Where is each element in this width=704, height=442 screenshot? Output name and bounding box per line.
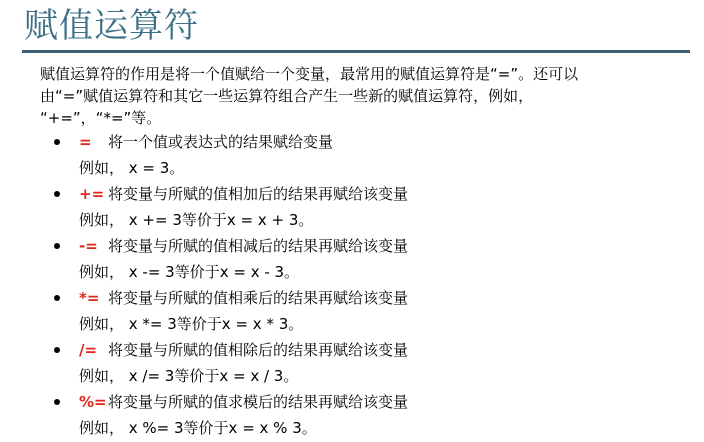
operator-description: 将变量与所赋的值相乘后的结果再赋给该变量 (108, 289, 409, 307)
operator-symbol: %= (79, 393, 107, 411)
operator-example: 例如， x -= 3等价于x = x - 3。 (79, 263, 300, 281)
bullet-icon (54, 139, 60, 145)
intro-line: 赋值运算符的作用是将一个值赋给一个变量，最常用的赋值运算符是“=”。还可以 (40, 65, 579, 83)
operator-example: 例如， x = 3。 (79, 159, 185, 177)
operator-symbol: *= (79, 289, 100, 307)
page-title: 赋值运算符 (24, 6, 199, 46)
operator-example: 例如， x *= 3等价于x = x * 3。 (79, 315, 304, 333)
operator-description: 将变量与所赋的值相加后的结果再赋给该变量 (108, 185, 409, 203)
operator-example: 例如， x /= 3等价于x = x / 3。 (79, 367, 299, 385)
operator-description: 将一个值或表达式的结果赋给变量 (108, 133, 334, 151)
intro-line: 由“=”赋值运算符和其它一些运算符组合产生一些新的赋值运算符，例如， (40, 87, 534, 105)
operator-example: 例如， x += 3等价于x = x + 3。 (79, 211, 314, 229)
intro-paragraph (40, 63, 680, 129)
title-divider (22, 50, 690, 53)
operator-symbol: /= (79, 341, 98, 359)
operator-item-subtract-assign (54, 234, 674, 286)
operator-description: 将变量与所赋的值相除后的结果再赋给该变量 (108, 341, 409, 359)
operator-item-modulo-assign (54, 390, 674, 442)
operator-item-assign (54, 130, 674, 182)
operator-description: 将变量与所赋的值相减后的结果再赋给该变量 (108, 237, 409, 255)
operator-symbol: = (79, 133, 92, 151)
bullet-icon (54, 295, 60, 301)
intro-line: “+=”，“*=”等。 (40, 109, 162, 127)
operator-symbol: += (79, 185, 105, 203)
operator-item-multiply-assign (54, 286, 674, 338)
operator-description: 将变量与所赋的值求模后的结果再赋给该变量 (108, 393, 409, 411)
operator-example: 例如， x %= 3等价于x = x % 3。 (79, 419, 317, 437)
operator-item-divide-assign (54, 338, 674, 390)
bullet-icon (54, 347, 60, 353)
operator-list (54, 130, 674, 442)
bullet-icon (54, 243, 60, 249)
operator-symbol: -= (79, 237, 98, 255)
bullet-icon (54, 399, 60, 405)
bullet-icon (54, 191, 60, 197)
operator-item-add-assign (54, 182, 674, 234)
